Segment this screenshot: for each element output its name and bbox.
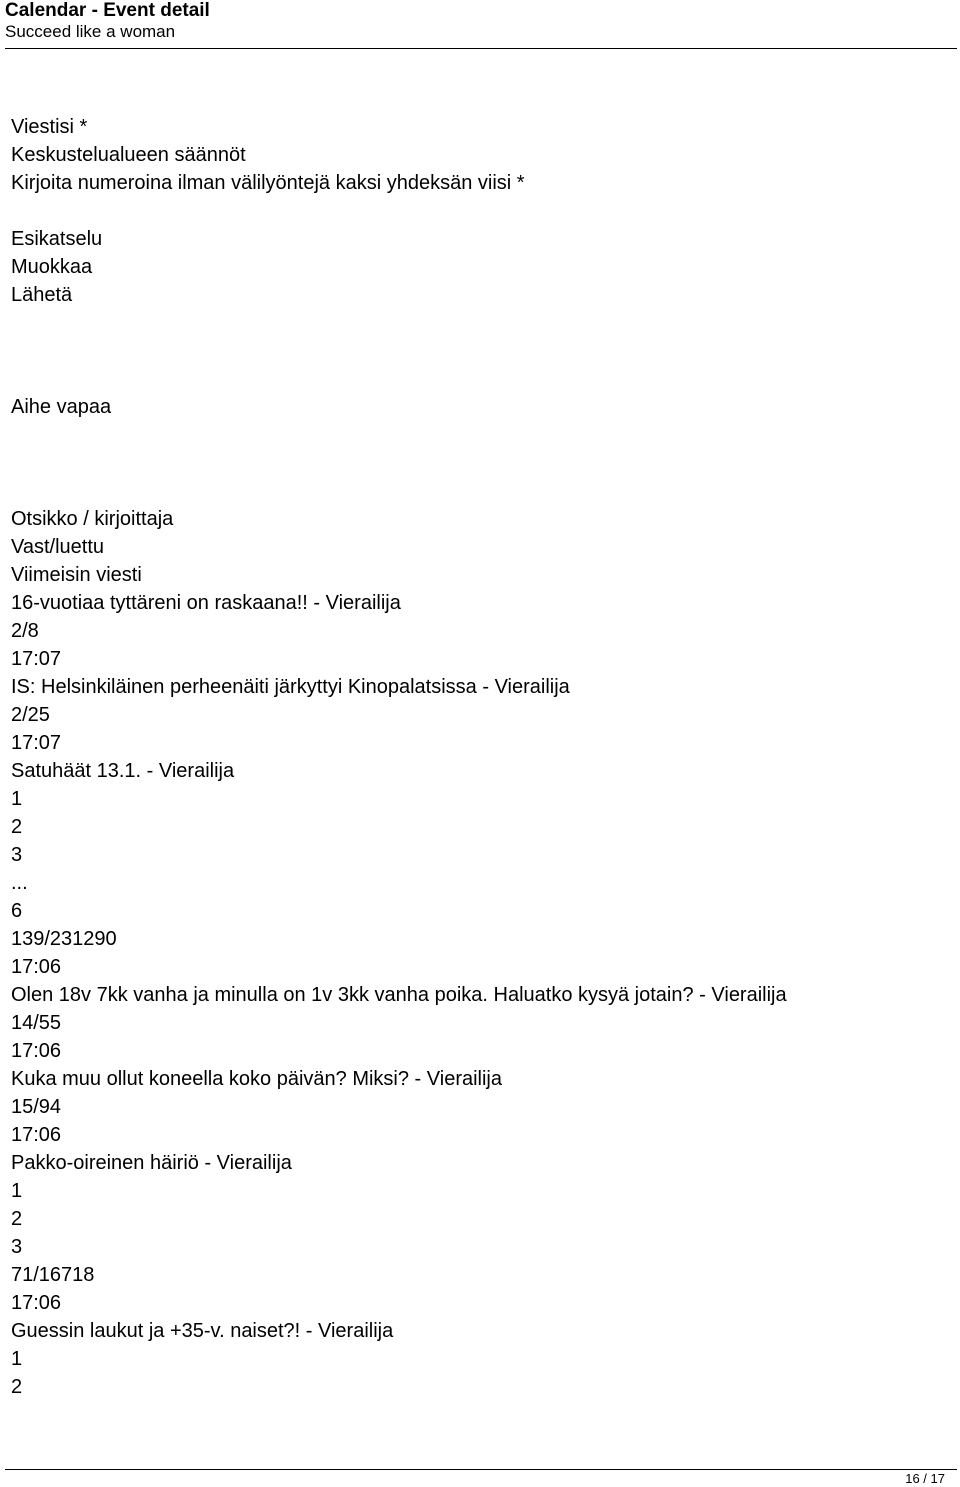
topic-page-link[interactable]: 1 (11, 788, 23, 810)
column-header-replies-views: Vast/luettu (11, 536, 105, 558)
send-button[interactable]: Lähetä (11, 284, 73, 306)
preview-button[interactable]: Esikatselu (11, 228, 103, 250)
section-title: Aihe vapaa (11, 396, 112, 418)
topic-latest-time: 17:06 (11, 1124, 62, 1146)
page-header (5, 0, 957, 43)
topic-reply-count: 14/55 (11, 1012, 62, 1034)
topic-link[interactable]: Olen 18v 7kk vanha ja minulla on 1v 3kk vanha poika. Haluatko kysyä jotain? - Vierailija (11, 984, 787, 1006)
topic-latest-time: 17:06 (11, 1292, 62, 1314)
document-subtitle: Succeed like a woman (5, 22, 176, 41)
topic-reply-count: 2/25 (11, 704, 50, 726)
topic-page-link[interactable]: 6 (11, 900, 23, 922)
topic-page-link[interactable]: 1 (11, 1180, 23, 1202)
topic-page-link[interactable]: 3 (11, 1236, 23, 1258)
topic-link[interactable]: Guessin laukut ja +35-v. naiset?! - Vierailija (11, 1320, 394, 1342)
topic-link[interactable]: Pakko-oireinen häiriö - Vierailija (11, 1152, 292, 1174)
captcha-label: Kirjoita numeroina ilman välilyöntejä kaksi yhdeksän viisi * (11, 172, 525, 194)
topic-reply-count: 2/8 (11, 620, 39, 642)
topic-reply-count: 139/231290 (11, 928, 117, 950)
edit-button[interactable]: Muokkaa (11, 256, 93, 278)
column-header-title-author: Otsikko / kirjoittaja (11, 508, 174, 530)
topic-page-ellipsis: ... (11, 872, 28, 894)
footer-divider (5, 1469, 957, 1470)
topic-page-link[interactable]: 2 (11, 816, 23, 838)
topic-page-link[interactable]: 3 (11, 844, 23, 866)
header-divider (5, 48, 957, 49)
topic-latest-time: 17:07 (11, 732, 62, 754)
topic-link[interactable]: IS: Helsinkiläinen perheenäiti järkyttyi Kinopalatsissa - Vierailija (11, 676, 570, 698)
topic-link[interactable]: Kuka muu ollut koneella koko päivän? Miksi? - Vierailija (11, 1068, 502, 1090)
topic-page-link[interactable]: 1 (11, 1348, 23, 1370)
topic-link[interactable]: Satuhäät 13.1. - Vierailija (11, 760, 235, 782)
column-header-latest-post: Viimeisin viesti (11, 564, 142, 586)
document-title: Calendar - Event detail (5, 0, 210, 21)
topic-reply-count: 15/94 (11, 1096, 62, 1118)
page-number: 16 / 17 (905, 1471, 945, 1486)
topic-latest-time: 17:06 (11, 1040, 62, 1062)
topic-link[interactable]: 16-vuotiaa tyttäreni on raskaana!! - Vierailija (11, 592, 401, 614)
topic-page-link[interactable]: 2 (11, 1376, 23, 1398)
topic-reply-count: 71/16718 (11, 1264, 95, 1286)
topic-latest-time: 17:07 (11, 648, 62, 670)
topic-latest-time: 17:06 (11, 956, 62, 978)
message-label: Viestisi * (11, 116, 88, 138)
topic-page-link[interactable]: 2 (11, 1208, 23, 1230)
rules-link[interactable]: Keskustelualueen säännöt (11, 144, 246, 166)
